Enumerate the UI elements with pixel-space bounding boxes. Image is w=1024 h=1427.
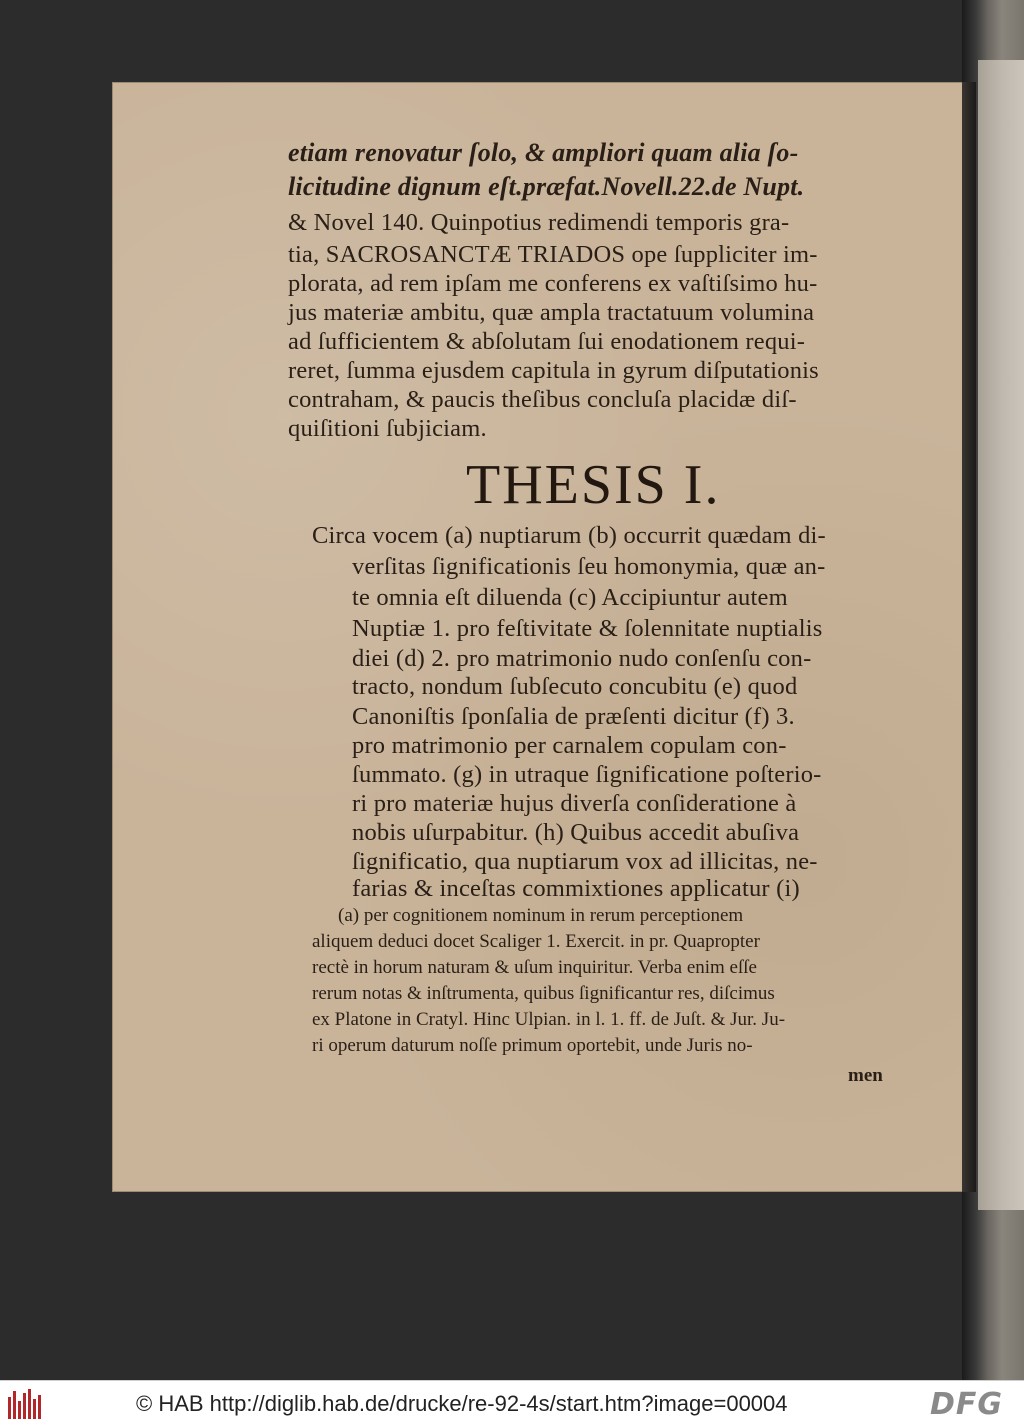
text-line: contraham, & paucis theſibus concluſa placidæ diſ- <box>288 386 797 413</box>
footnote-line: (a) per cognitionem nominum in rerum perceptionem <box>338 905 744 926</box>
thesis-line: Nuptiæ 1. pro feſtivitate & ſolennitate nuptialis <box>352 615 823 642</box>
text-line: plorata, ad rem ipſam me conferens ex vaſtiſsimo hu- <box>288 270 818 297</box>
thesis-line: Canoniſtis ſponſalia de præſenti dicitur (f) 3. <box>352 703 795 730</box>
thesis-line: nobis uſurpabitur. (h) Quibus accedit abuſiva <box>352 819 800 846</box>
footer-bar <box>0 1380 1024 1427</box>
hab-logo-icon <box>8 1389 42 1419</box>
dfg-logo: DFG <box>930 1387 1004 1422</box>
text-line: reret, ſumma ejusdem capitula in gyrum diſputationis <box>288 357 819 384</box>
thesis-line: te omnia eſt diluenda (c) Accipiuntur autem <box>352 584 788 611</box>
text-line: & Novel 140. Quinpotius redimendi temporis gra- <box>288 209 790 236</box>
thesis-heading: THESIS I. <box>466 454 721 516</box>
footnote-line: aliquem deduci docet Scaliger 1. Exercit. in pr. Quapropter <box>312 931 760 952</box>
thesis-line: ri pro materiæ hujus diverſa conſideratione à <box>352 790 797 817</box>
page-gutter-shadow <box>962 82 976 1192</box>
thesis-line: verſitas ſignificationis ſeu homonymia, quæ an- <box>352 553 826 580</box>
thesis-line: ſummato. (g) in utraque ſignificatione poſterio- <box>352 761 822 788</box>
text-line: tia, SACROSANCTÆ TRIADOS ope ſuppliciter im- <box>288 241 818 268</box>
next-page-edge <box>978 60 1024 1210</box>
footnote-line: rectè in horum naturam & uſum inquiritur. Verba enim eſſe <box>312 957 757 978</box>
catchword: men <box>848 1065 883 1086</box>
footer-link[interactable]: © HAB http://diglib.hab.de/drucke/re-92-4s/start.htm?image=00004 <box>136 1391 788 1416</box>
thesis-line: Circa vocem (a) nuptiarum (b) occurrit quædam di- <box>312 522 826 549</box>
text-line: ad ſufficientem & abſolutam ſui enodationem requi- <box>288 328 806 355</box>
thesis-line: tracto, nondum ſubſecuto concubitu (e) quod <box>352 673 798 700</box>
thesis-line: pro matrimonio per carnalem copulam con- <box>352 732 787 759</box>
footnote-line: ri operum daturum noſſe primum oportebit, unde Juris no- <box>312 1035 753 1056</box>
text-line: licitudine dignum eſt.præfat.Novell.22.de Nupt. <box>288 172 805 201</box>
text-line: jus materiæ ambitu, quæ ampla tractatuum volumina <box>288 299 815 326</box>
thesis-line: farias & inceſtas commixtiones applicatur (i) <box>352 875 800 902</box>
thesis-line: ſignificatio, qua nuptiarum vox ad illicitas, ne- <box>352 848 818 875</box>
footnote-line: rerum notas & inſtrumenta, quibus ſignificantur res, diſcimus <box>312 983 775 1004</box>
text-line: etiam renovatur ſolo, & ampliori quam alia ſo- <box>288 138 799 167</box>
footnote-line: ex Platone in Cratyl. Hinc Ulpian. in l. 1. ff. de Juſt. & Jur. Ju- <box>312 1009 786 1030</box>
text-line: quiſitioni ſubjiciam. <box>288 415 487 442</box>
thesis-line: diei (d) 2. pro matrimonio nudo conſenſu con- <box>352 645 812 672</box>
